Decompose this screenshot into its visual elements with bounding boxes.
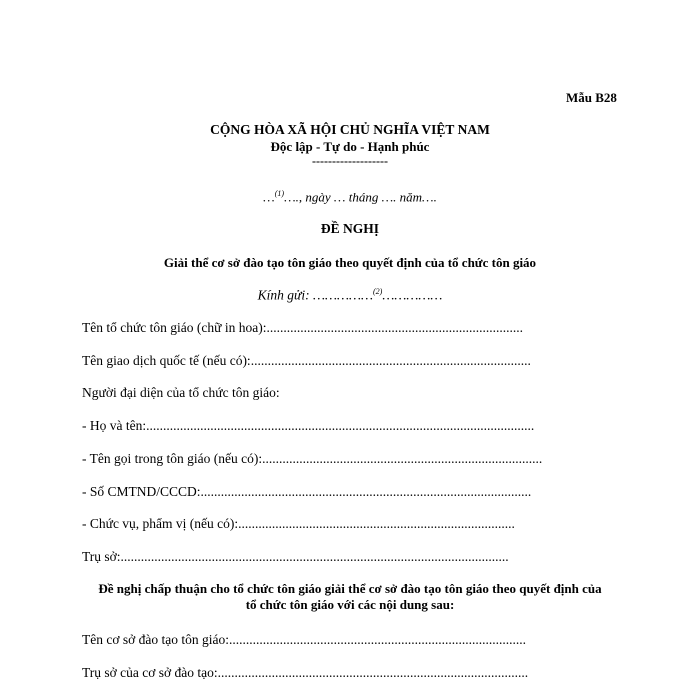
document-subtitle: Giải thể cơ sở đào tạo tôn giáo theo quyết định của tổ chức tôn giáo xyxy=(163,255,537,270)
field-institution-name xyxy=(82,632,526,648)
recipient-label: Kính gửi: …………… xyxy=(257,287,374,303)
field-label: - Họ và tên: xyxy=(82,418,147,433)
field-full-name xyxy=(82,418,534,434)
country-name: CỘNG HÒA XÃ HỘI CHỦ NGHĨA VIỆT NAM xyxy=(210,122,490,137)
header-separator: ------------------- xyxy=(312,154,388,168)
field-label: Trụ sở: xyxy=(82,549,121,564)
field-position xyxy=(82,516,515,532)
field-dots: ................................................................................................................... xyxy=(146,418,535,433)
field-dots: ................................................................................... xyxy=(262,451,543,466)
field-id-number xyxy=(82,484,531,500)
field-org-name xyxy=(82,320,523,336)
form-code: Mẫu B28 xyxy=(566,90,617,105)
recipient-line xyxy=(0,287,700,304)
field-intl-name xyxy=(82,353,531,369)
field-institution-headquarters xyxy=(82,665,528,681)
footnote-ref-2: (2) xyxy=(373,287,383,296)
date-rest: …., ngày … tháng …. năm…. xyxy=(284,189,437,205)
field-dots: ............................................................................................ xyxy=(217,665,529,680)
field-label: - Tên gọi trong tôn giáo (nếu có): xyxy=(82,451,263,466)
field-label: Tên tổ chức tôn giáo (chữ in hoa): xyxy=(82,320,267,335)
field-label: Trụ sở của cơ sở đào tạo: xyxy=(82,665,218,680)
field-dots: ........................................................................................ xyxy=(229,632,526,647)
field-religious-name xyxy=(82,451,542,467)
field-headquarters xyxy=(82,549,509,565)
date-prefix: … xyxy=(263,189,275,205)
date-line xyxy=(0,189,700,205)
field-label: Người đại diện của tổ chức tôn giáo: xyxy=(82,385,280,400)
field-dots: ............................................................................ xyxy=(266,320,523,335)
field-label: - Số CMTND/CCCD: xyxy=(82,484,201,499)
request-line-2: tổ chức tôn giáo với các nội dung sau: xyxy=(245,597,455,612)
field-representative xyxy=(82,385,280,401)
field-label: - Chức vụ, phẩm vị (nếu có): xyxy=(82,516,239,531)
field-dots: ................................................................................................................... xyxy=(120,549,509,564)
field-label: Tên giao dịch quốc tế (nếu có): xyxy=(82,353,251,368)
footnote-ref-1: (1) xyxy=(274,189,285,198)
document-title: ĐỀ NGHỊ xyxy=(320,221,380,236)
request-line-1: Đề nghị chấp thuận cho tổ chức tôn giáo giải thể cơ sở đào tạo tôn giáo theo quyết định của xyxy=(98,581,602,596)
field-dots: ................................................................................... xyxy=(250,353,531,368)
field-dots: .................................................................................. xyxy=(238,516,515,531)
field-label: Tên cơ sở đào tạo tôn giáo: xyxy=(82,632,229,647)
recipient-tail: …………… xyxy=(382,287,443,303)
motto: Độc lập - Tự do - Hạnh phúc xyxy=(270,139,430,154)
field-dots: .................................................................................................. xyxy=(200,484,532,499)
